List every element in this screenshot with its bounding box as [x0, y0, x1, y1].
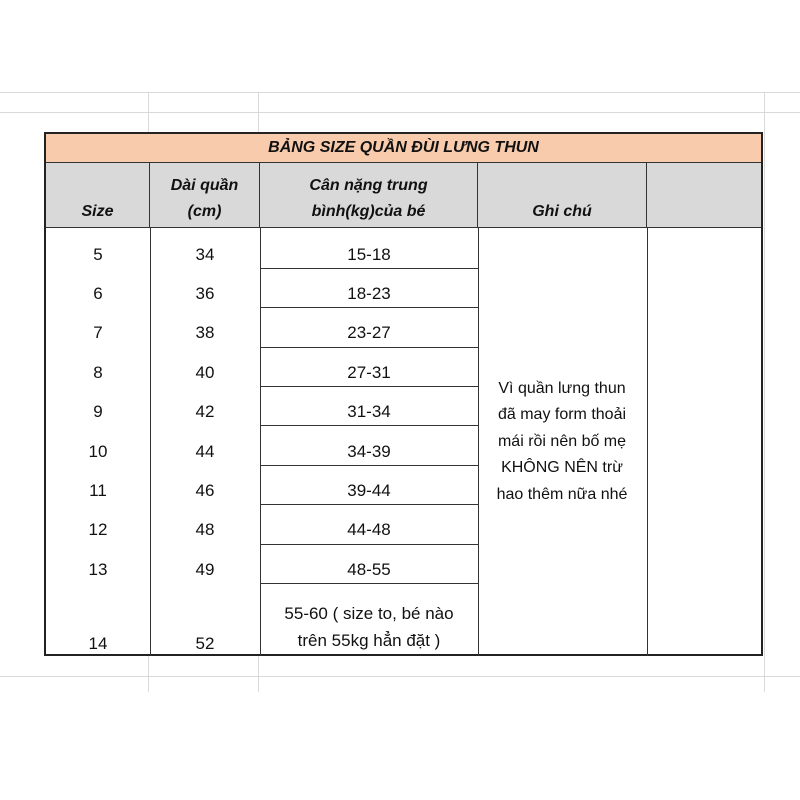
- cell-size: 12: [88, 520, 108, 539]
- header-weight: Cân nặng trung bình(kg)của bé: [260, 163, 478, 227]
- note-line: Vì quần lưng thun: [498, 379, 626, 397]
- cell-size: 6: [93, 284, 103, 303]
- cell-size: 9: [93, 402, 103, 421]
- size-table: [44, 132, 763, 656]
- cell-weight: 39-44: [347, 481, 391, 500]
- cell-weight: 34-39: [347, 442, 391, 461]
- cell-weight: 48-55: [347, 560, 391, 579]
- row-sep: [260, 504, 478, 505]
- cell-weight: 31-34: [347, 402, 391, 421]
- cell-length: 49: [195, 560, 215, 579]
- cell-length: 36: [195, 284, 215, 303]
- note-line: mái rồi nên bố mẹ: [497, 432, 627, 450]
- cell-length: 44: [195, 442, 215, 461]
- cell-length: 42: [195, 402, 215, 421]
- cell-weight: 15-18: [347, 245, 391, 264]
- cell-size: 10: [88, 442, 108, 461]
- row-sep: [260, 268, 478, 269]
- cell-size: 7: [93, 323, 103, 342]
- row-sep: [260, 425, 478, 426]
- cell-weight: 44-48: [347, 520, 391, 539]
- cell-size: 11: [89, 481, 107, 500]
- header-size: Size: [46, 163, 150, 227]
- header-note: Ghi chú: [478, 163, 647, 227]
- cell-weight: 27-31: [347, 363, 391, 382]
- cell-weight-line1: 55-60 ( size to, bé nào: [284, 604, 454, 623]
- row-sep: [260, 583, 478, 584]
- cell-length: 46: [195, 481, 215, 500]
- cell-length: 34: [195, 245, 215, 264]
- row-sep: [260, 386, 478, 387]
- cell-size: 13: [88, 560, 108, 579]
- note-line: KHÔNG NÊN trừ: [501, 459, 623, 477]
- note-cell: [478, 228, 646, 656]
- cell-length: 52: [195, 634, 215, 653]
- cell-size: 5: [93, 245, 103, 264]
- header-extra: [647, 163, 761, 227]
- note-line: đã may form thoải: [497, 406, 627, 424]
- header-length: Dài quần (cm): [150, 163, 260, 227]
- cell-weight-line2: trên 55kg hẳn đặt ): [297, 631, 441, 650]
- cell-length: 48: [195, 520, 215, 539]
- row-sep: [260, 347, 478, 348]
- cell-size: 14: [88, 634, 108, 653]
- row-sep: [260, 307, 478, 308]
- table-title: BẢNG SIZE QUẦN ĐÙI LƯNG THUN: [46, 134, 761, 163]
- row-sep: [260, 465, 478, 466]
- cell-length: 38: [195, 323, 215, 342]
- note-line: hao thêm nữa nhé: [496, 485, 628, 503]
- cell-weight: 18-23: [347, 284, 391, 303]
- cell-weight: 23-27: [347, 323, 391, 342]
- col-sep: [647, 228, 648, 656]
- header-row: [46, 163, 761, 228]
- row-sep: [260, 544, 478, 545]
- cell-size: 8: [93, 363, 103, 382]
- cell-length: 40: [195, 363, 215, 382]
